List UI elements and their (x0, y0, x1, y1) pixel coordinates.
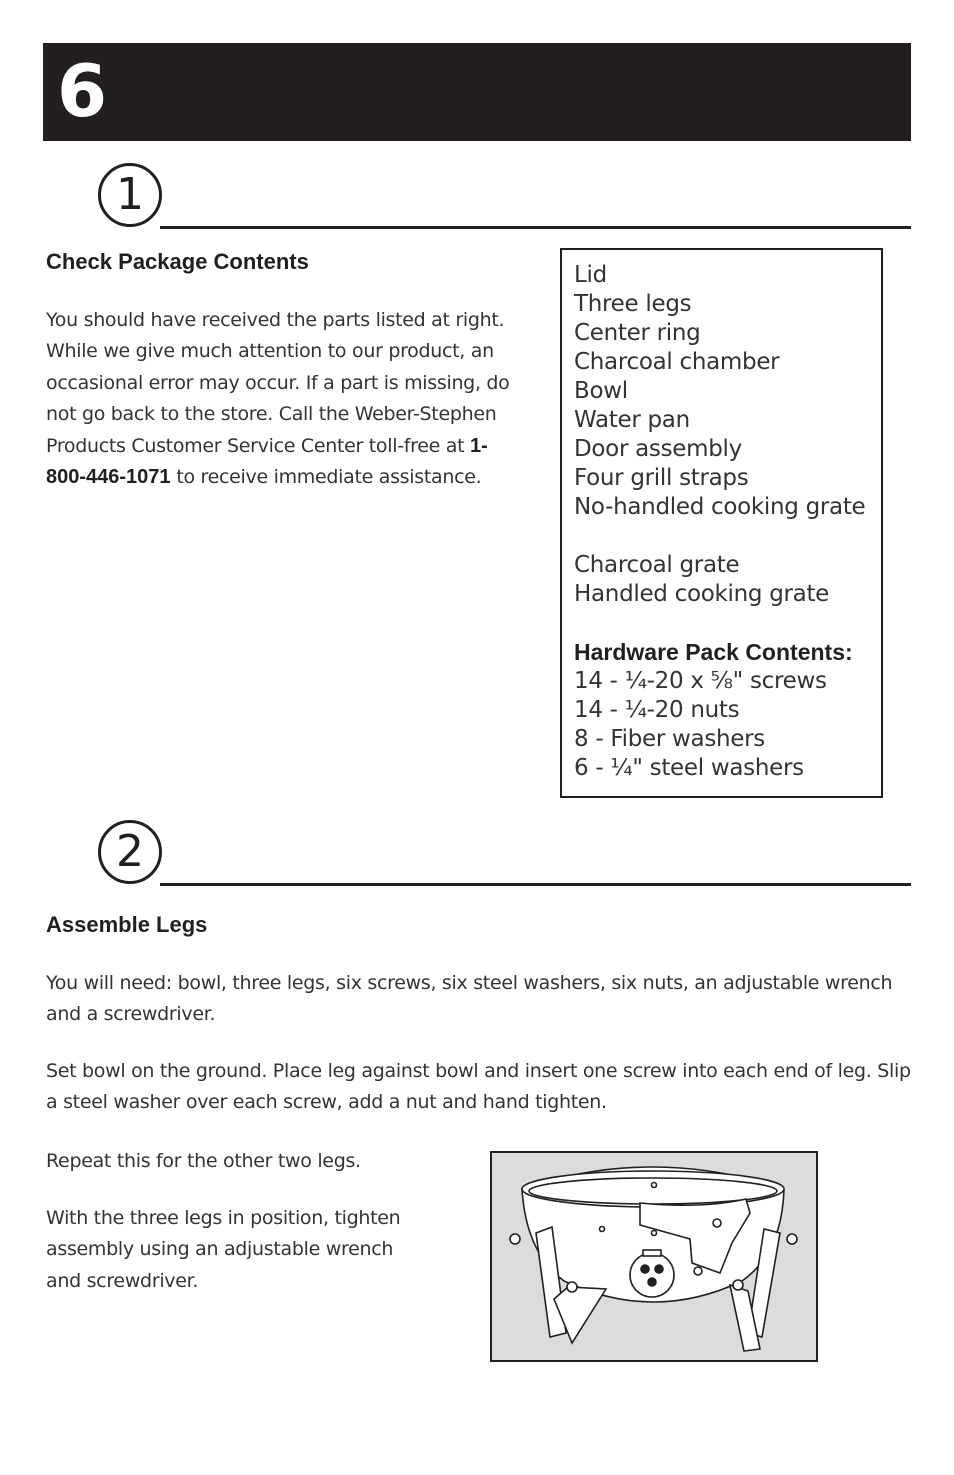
page-number: 6 (57, 49, 108, 133)
part-item: Charcoal chamber (574, 349, 780, 375)
list-spacer (574, 609, 865, 638)
step-1-marker (98, 163, 911, 229)
step-1-number: 1 (98, 163, 162, 227)
part-item: Bowl (574, 378, 628, 404)
hardware-pack-title: Hardware Pack Contents: (574, 639, 853, 665)
step-1-rule (160, 226, 911, 229)
step-1-outro: to receive immediate assistance. (176, 466, 482, 489)
step-1-intro: You should have received the parts listed at right. While we give much attention to our product, an occasional error may occur. If a part is missing, do not go back to the store. Call the Weber-Stephen Products Customer Service Center toll-free at (46, 309, 510, 457)
step-2-rule (160, 883, 911, 886)
hardware-item: 6 - ¼" steel washers (574, 755, 804, 781)
bowl-with-legs-drawing (492, 1153, 816, 1360)
step-1-heading: Check Package Contents (46, 249, 309, 274)
grill-legs-illustration (490, 1151, 818, 1362)
part-item: Three legs (574, 291, 692, 317)
part-item: Charcoal grate (574, 552, 740, 578)
part-item: No-handled cooking grate (574, 494, 866, 520)
part-item: Four grill straps (574, 465, 749, 491)
parts-list-box (560, 248, 883, 798)
step-2-marker (98, 820, 911, 886)
step-2-needs: You will need: bowl, three legs, six screws, six steel washers, six nuts, an adjustable wrench and a screwdriver. (46, 972, 893, 1026)
page-header-bar (43, 43, 911, 141)
step-1-paragraph (46, 305, 516, 493)
part-item: Lid (574, 262, 607, 288)
step-2-heading: Assemble Legs (46, 912, 208, 937)
hardware-item: 8 - Fiber washers (574, 726, 765, 752)
support-phone: 1-800-446-1071 (46, 434, 488, 489)
parts-list (574, 261, 865, 783)
part-item: Water pan (574, 407, 690, 433)
hardware-item: 14 - ¼-20 nuts (574, 697, 740, 723)
step-2-tighten: With the three legs in position, tighten assembly using an adjustable wrench and screwdriver. (46, 1207, 401, 1292)
part-item: Door assembly (574, 436, 742, 462)
step-2-repeat: Repeat this for the other two legs. (46, 1150, 361, 1172)
part-item: Center ring (574, 320, 701, 346)
list-spacer (574, 522, 865, 551)
step-2-instructions: Set bowl on the ground. Place leg against bowl and insert one screw into each end of leg. Slip a steel washer over each screw, add a nut and hand tighten. (46, 1060, 911, 1114)
part-item: Handled cooking grate (574, 581, 830, 607)
step-2-number: 2 (98, 820, 162, 884)
hardware-item: 14 - ¼-20 x ⅝" screws (574, 668, 827, 694)
